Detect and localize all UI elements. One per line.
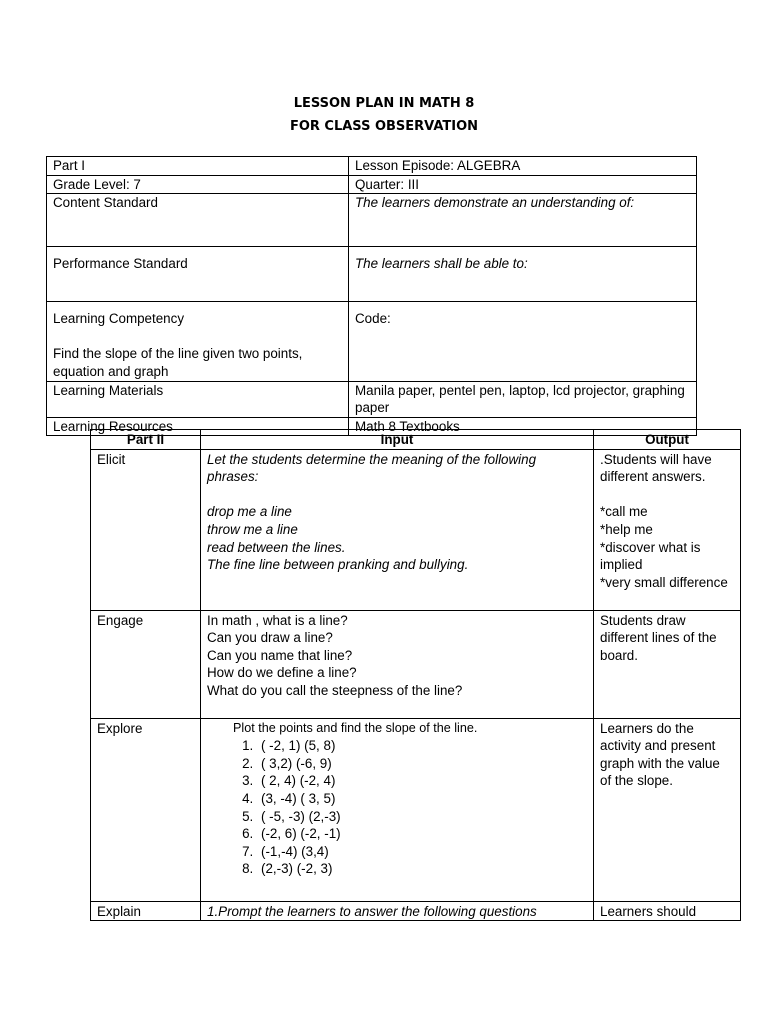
- document-title-line-1: LESSON PLAN IN MATH 8: [293, 96, 475, 111]
- performance-standard-label: Performance Standard: [47, 247, 349, 302]
- question-item: Can you draw a line?: [207, 630, 333, 646]
- engage-input: [201, 610, 594, 718]
- lesson-episode: Lesson Episode: ALGEBRA: [349, 157, 697, 176]
- content-standard-label: Content Standard: [47, 194, 349, 247]
- learning-competency-cell: [47, 302, 349, 381]
- learning-materials-value: Manila paper, pentel pen, laptop, lcd projector, graphing paper: [349, 381, 697, 417]
- learning-competency-label: Learning Competency: [53, 311, 185, 327]
- explore-input: [201, 718, 594, 901]
- content-standard-value: The learners demonstrate an understanding of:: [349, 194, 697, 247]
- explain-label: Explain: [91, 901, 201, 921]
- point-pair: 2. ( 3,2) (-6, 9): [257, 755, 587, 773]
- question-item: In math , what is a line?: [207, 612, 348, 628]
- elicit-output: [594, 449, 741, 610]
- elicit-intro: Let the students determine the meaning of the following phrases:: [207, 451, 537, 485]
- document-title-line-2: FOR CLASS OBSERVATION: [289, 119, 479, 134]
- engage-output: Students draw different lines of the board.: [594, 610, 741, 718]
- output-item: *discover what is implied: [600, 539, 701, 573]
- header-output: Output: [594, 430, 741, 450]
- elicit-input: [201, 449, 594, 610]
- grade-level: Grade Level: 7: [47, 175, 349, 194]
- part1-label: Part I: [47, 157, 349, 176]
- phrase-item: drop me a line: [207, 504, 292, 520]
- explain-output: Learners should: [594, 901, 741, 921]
- header-input: Input: [201, 430, 594, 450]
- learning-competency-value: Find the slope of the line given two points, equation and graph: [53, 346, 303, 379]
- code-label: Code:: [349, 302, 697, 381]
- learning-resources-label: Learning Resources: [47, 417, 349, 436]
- phrase-item: read between the lines.: [207, 539, 346, 555]
- question-item: Can you name that line?: [207, 647, 353, 663]
- point-pair: 7. (-1,-4) (3,4): [257, 843, 587, 861]
- engage-label: Engage: [91, 610, 201, 718]
- phrase-item: The fine line between pranking and bullying.: [207, 557, 469, 573]
- point-pair: 6. (-2, 6) (-2, -1): [257, 825, 587, 843]
- output-item: *help me: [600, 521, 653, 537]
- point-pair: 4. (3, -4) ( 3, 5): [257, 790, 587, 808]
- point-pair: 8. (2,-3) (-2, 3): [257, 860, 587, 878]
- performance-standard-value: The learners shall be able to:: [349, 247, 697, 302]
- header-part2: Part II: [91, 430, 201, 450]
- quarter: Quarter: III: [349, 175, 697, 194]
- explore-label: Explore: [91, 718, 201, 901]
- explore-instruction: Plot the points and find the slope of the line.: [233, 720, 478, 735]
- explain-input: 1.Prompt the learners to answer the following questions: [201, 901, 594, 921]
- point-pair: 3. ( 2, 4) (-2, 4): [257, 772, 587, 790]
- learning-resources-value: Math 8 Textbooks: [349, 417, 697, 436]
- elicit-label: Elicit: [91, 449, 201, 610]
- question-item: How do we define a line?: [207, 665, 357, 681]
- question-item: What do you call the steepness of the line?: [207, 682, 463, 698]
- part1-table: [46, 156, 697, 436]
- part2-table: [90, 429, 741, 921]
- points-list: [207, 737, 587, 878]
- explore-output: Learners do the activity and present graph with the value of the slope.: [594, 718, 741, 901]
- output-item: *call me: [600, 504, 648, 520]
- output-item: *very small difference: [600, 574, 728, 590]
- point-pair: 1. ( -2, 1) (5, 8): [257, 737, 587, 755]
- learning-materials-label: Learning Materials: [47, 381, 349, 417]
- phrase-item: throw me a line: [207, 521, 298, 537]
- elicit-output-intro: .Students will have different answers.: [600, 451, 712, 485]
- point-pair: 5. ( -5, -3) (2,-3): [257, 808, 587, 826]
